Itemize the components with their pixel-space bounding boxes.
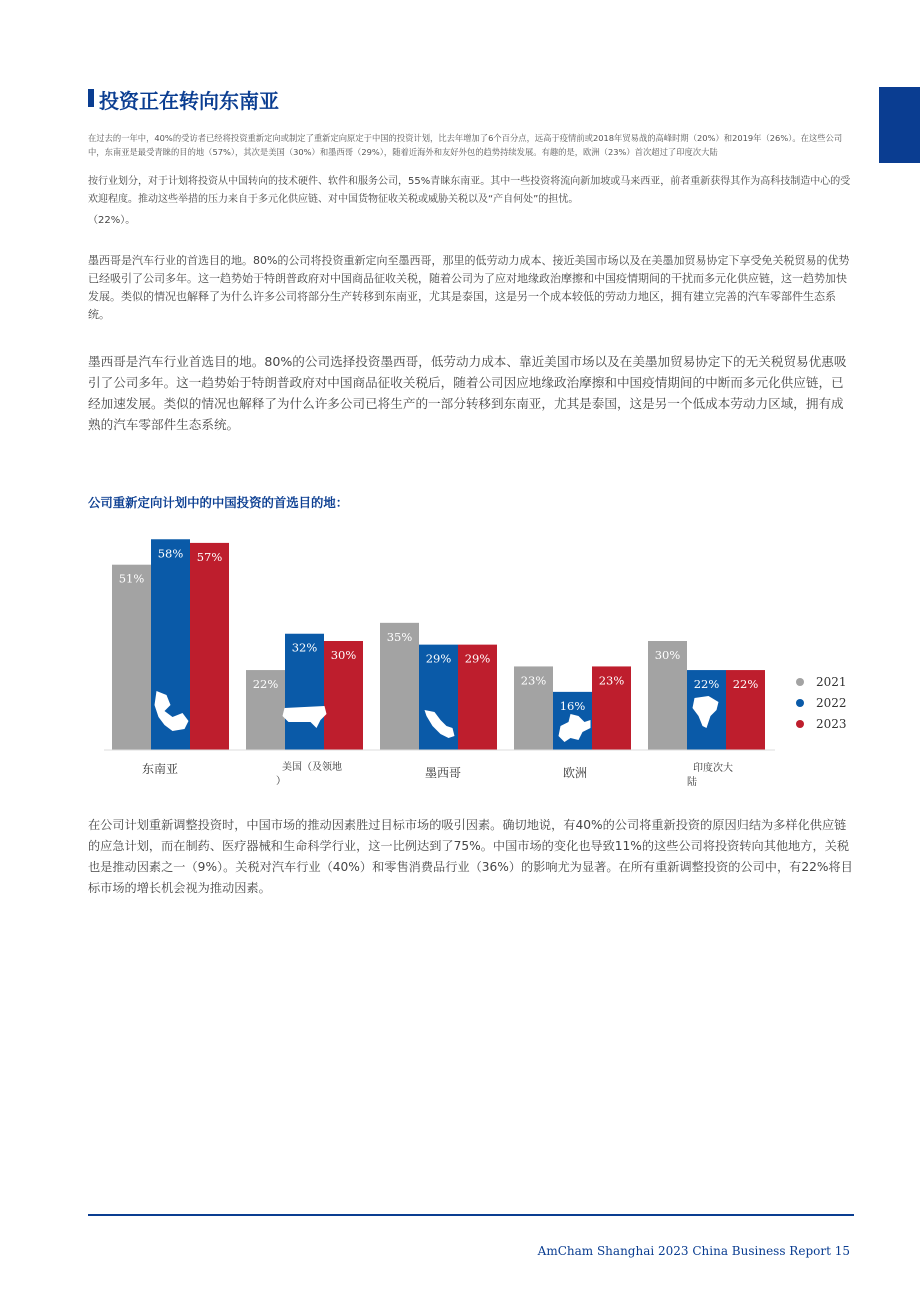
- data-label: 23%: [520, 673, 547, 688]
- data-label: 57%: [196, 549, 223, 564]
- industry-paragraph-tail: （22%）。: [88, 215, 136, 226]
- legend-label: 2022: [816, 696, 847, 710]
- data-label: 29%: [464, 651, 491, 666]
- category-label: 美国（及领地: [282, 762, 342, 773]
- category-label: ）: [276, 776, 286, 787]
- data-label: 29%: [425, 651, 452, 666]
- data-label: 22%: [732, 677, 759, 692]
- data-label: 51%: [118, 571, 145, 586]
- data-label: 30%: [654, 648, 681, 662]
- section-title: 投资正在转向东南亚: [99, 89, 279, 113]
- data-label: 32%: [291, 640, 318, 655]
- bar-2021-0: [112, 565, 151, 750]
- intro-paragraph: 在过去的一年中，40%的受访者已经将投资重新定向或制定了重新定向原定于中国的投资计划，比去年增加了6个百分点，远高于疫情前或2018年贸易战的高峰时期（20%）和2019年（26%）。在这些公司中，东南亚是最受青睐的目的地（57%），其次是美国（30%）和墨西哥（29%），随着近海外和友好外包的趋势持续发展。有趣的是，欧洲（23%）首次超过了印度次大陆: [88, 133, 843, 157]
- data-label: 35%: [386, 629, 413, 644]
- legend-marker-2022: [796, 699, 804, 707]
- data-label: 16%: [559, 698, 586, 713]
- category-label: 东南亚: [141, 762, 179, 776]
- data-label: 30%: [330, 648, 357, 662]
- mexico-paragraph-b: 墨西哥是汽车行业首选目的地。80%的公司选择投资墨西哥，低劳动力成本、靠近美国市场以及在美墨加贸易协定下的无关税贸易优惠吸引了公司多年。这一趋势始于特朗普政府对中国商品征收关税后，随着公司因应地缘政治摩擦和中国疫情期间的中断而多元化供应链，已经加速发展。类似的情况也解释了为什么许多公司已将生产的一部分转移到东南亚，尤其是泰国，这是另一个低成本劳动力区域，拥有成熟的汽车零部件生态系统。: [88, 354, 847, 432]
- push-factors-paragraph: 在公司计划重新调整投资时，中国市场的推动因素胜过目标市场的吸引因素。确切地说，有40%的公司将重新投资的原因归结为多样化供应链的应急计划，而在制药、医疗器械和生命科学行业，这一比例达到了75%。中国市场的变化也导致11%的这些公司将投资转向其他地方，关税也是推动因素之一（9%）。关税对汽车行业（40%）和零售消费品行业（36%）的影响尤为显著。在所有重新调整投资的公司中，有22%将目标市场的增长机会视为推动因素。: [88, 818, 853, 895]
- data-label: 22%: [252, 677, 279, 692]
- category-label: 印度次大: [693, 763, 733, 774]
- legend-label: 2021: [816, 675, 847, 689]
- page-footer: AmCham Shanghai 2023 China Business Report 15: [537, 1244, 850, 1258]
- legend-label: 2023: [816, 717, 847, 731]
- category-label: 陆: [687, 777, 697, 788]
- data-label: 22%: [693, 677, 720, 692]
- industry-paragraph: 按行业划分，对于计划将投资从中国转向的技术硬件、软件和服务公司，55%青睐东南亚。其中一些投资将流向新加坡或马来西亚，前者重新获得其作为高科技制造中心的受欢迎程度。推动这些举措的压力来自于多元化供应链、对中国货物征收关税或威胁关税以及“产自何处”的担忧。: [88, 176, 851, 205]
- mexico-paragraph-a: 墨西哥是汽车行业的首选目的地。80%的公司将投资重新定向至墨西哥，那里的低劳动力成本、接近美国市场以及在美墨加贸易协定下享受免关税贸易的优势已经吸引了公司多年。这一趋势始于特朗普政府对中国商品征收关税，随着公司为了应对地缘政治摩擦和中国疫情期间的干扰而多元化供应链，这一趋势加快发展。类似的情况也解释了为什么许多公司将部分生产转移到东南亚，尤其是泰国，这是另一个成本较低的劳动力地区，拥有建立完善的汽车零部件生态系统。: [88, 254, 850, 321]
- legend-marker-2021: [796, 678, 804, 686]
- category-label: 墨西哥: [424, 766, 462, 780]
- bar-2023-0: [190, 543, 229, 750]
- category-label: 欧洲: [562, 766, 588, 780]
- data-label: 58%: [157, 546, 184, 561]
- legend-marker-2023: [796, 720, 804, 728]
- chart-title: 公司重新定向计划中的中国投资的首选目的地：: [88, 495, 349, 510]
- footer-rule: [88, 1214, 854, 1216]
- data-label: 23%: [598, 673, 625, 688]
